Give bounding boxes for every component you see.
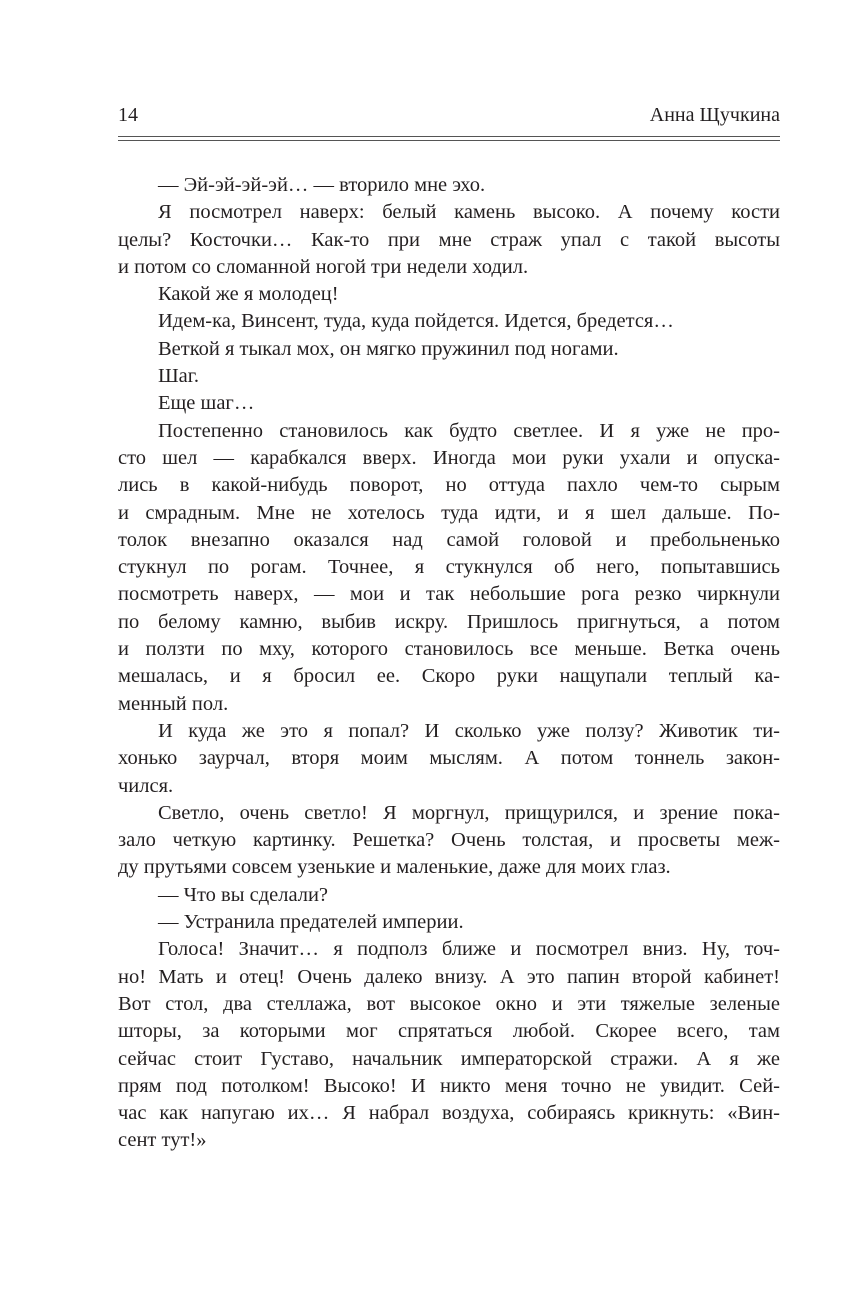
paragraph	[118, 800, 780, 882]
text-line: стукнул по рогам. Точнее, я стукнулся об него, попытавшись	[118, 556, 780, 579]
paragraph	[118, 718, 780, 800]
text-line: лись в какой-нибудь поворот, но оттуда пахло чем-то сырым	[118, 474, 780, 497]
header-rule-top	[118, 136, 780, 137]
paragraph	[118, 281, 780, 308]
text-line: ду прутьями совсем узенькие и маленькие, даже для моих глаз.	[118, 856, 671, 879]
text-line: чился.	[118, 774, 174, 797]
paragraph	[118, 909, 780, 936]
paragraph	[118, 390, 780, 417]
text-line: — Что вы сделали?	[158, 883, 329, 906]
text-line: шторы, за которыми мог спрятаться любой. Скорее всего, там	[118, 1020, 780, 1043]
text-line: Идем-ка, Винсент, туда, куда пойдется. Идется, бредется…	[158, 310, 674, 333]
text-line: Шаг.	[158, 365, 199, 388]
text-line: но! Мать и отец! Очень далеко внизу. А это папин второй кабинет!	[118, 965, 780, 988]
paragraph	[118, 882, 780, 909]
text-line: Веткой я тыкал мох, он мягко пружинил под ногами.	[158, 337, 619, 360]
paragraph	[118, 172, 780, 199]
page-number: 14	[118, 104, 138, 126]
text-line: и смрадным. Мне не хотелось туда идти, и я шел дальше. По-	[118, 501, 780, 524]
text-line: Еще шаг…	[158, 392, 255, 415]
text-line: сейчас стоит Густаво, начальник императорской стражи. А я же	[118, 1047, 780, 1070]
text-line: Какой же я молодец!	[158, 283, 339, 306]
paragraph	[118, 418, 780, 718]
text-line: целы? Косточки… Как-то при мне страж упал с такой высоты	[118, 228, 780, 251]
paragraph	[118, 336, 780, 363]
text-line: — Устранила предателей империи.	[158, 911, 464, 934]
text-line: и потом со сломанной ногой три недели ходил.	[118, 255, 529, 278]
text-line: — Эй-эй-эй-эй… — вторило мне эхо.	[158, 174, 486, 196]
text-line: мешалась, и я бросил ее. Скоро руки нащупали теплый ка-	[118, 665, 780, 688]
text-line: менный пол.	[118, 692, 229, 715]
text-line: толок внезапно оказался над самой головой и пребольненько	[118, 528, 780, 551]
text-line: прям под потолком! Высоко! И никто меня точно не увидит. Сей-	[118, 1074, 780, 1097]
running-header	[118, 104, 780, 130]
text-line: И куда же это я попал? И сколько уже ползу? Животик ти-	[158, 719, 780, 742]
text-line: сто шел — карабкался вверх. Иногда мои руки ухали и опуска-	[118, 446, 780, 469]
text-line: Я посмотрел наверх: белый камень высоко. А почему кости	[158, 201, 780, 224]
text-line: зало четкую картинку. Решетка? Очень толстая, и просветы меж-	[118, 829, 780, 852]
paragraph	[118, 363, 780, 390]
text-line: Светло, очень светло! Я моргнул, прищурился, и зрение пока-	[158, 801, 780, 824]
paragraph	[118, 308, 780, 335]
text-line: Голоса! Значит… я подполз ближе и посмотрел вниз. Ну, точ-	[158, 938, 780, 961]
text-line: сент тут!»	[118, 1129, 207, 1152]
paragraph	[118, 199, 780, 281]
text-line: посмотреть наверх, — мои и так небольшие рога резко чиркнули	[118, 583, 780, 606]
text-line: Вот стол, два стеллажа, вот высокое окно и эти тяжелые зеленые	[118, 992, 780, 1015]
text-line: по белому камню, выбив искру. Пришлось пригнуться, а потом	[118, 610, 780, 633]
paragraph	[118, 936, 780, 1154]
text-line: хонько заурчал, вторя моим мыслям. А потом тоннель закон-	[118, 747, 780, 770]
body-text	[118, 172, 780, 1155]
text-line: и ползти по мху, которого становилось все меньше. Ветка очень	[118, 638, 780, 661]
text-line: час как напугаю их… Я набрал воздуха, собираясь крикнуть: «Вин-	[118, 1102, 780, 1125]
header-rule-bottom	[118, 140, 780, 141]
text-line: Постепенно становилось как будто светлее. И я уже не про-	[158, 419, 780, 442]
running-head-author: Анна Щучкина	[649, 104, 780, 126]
